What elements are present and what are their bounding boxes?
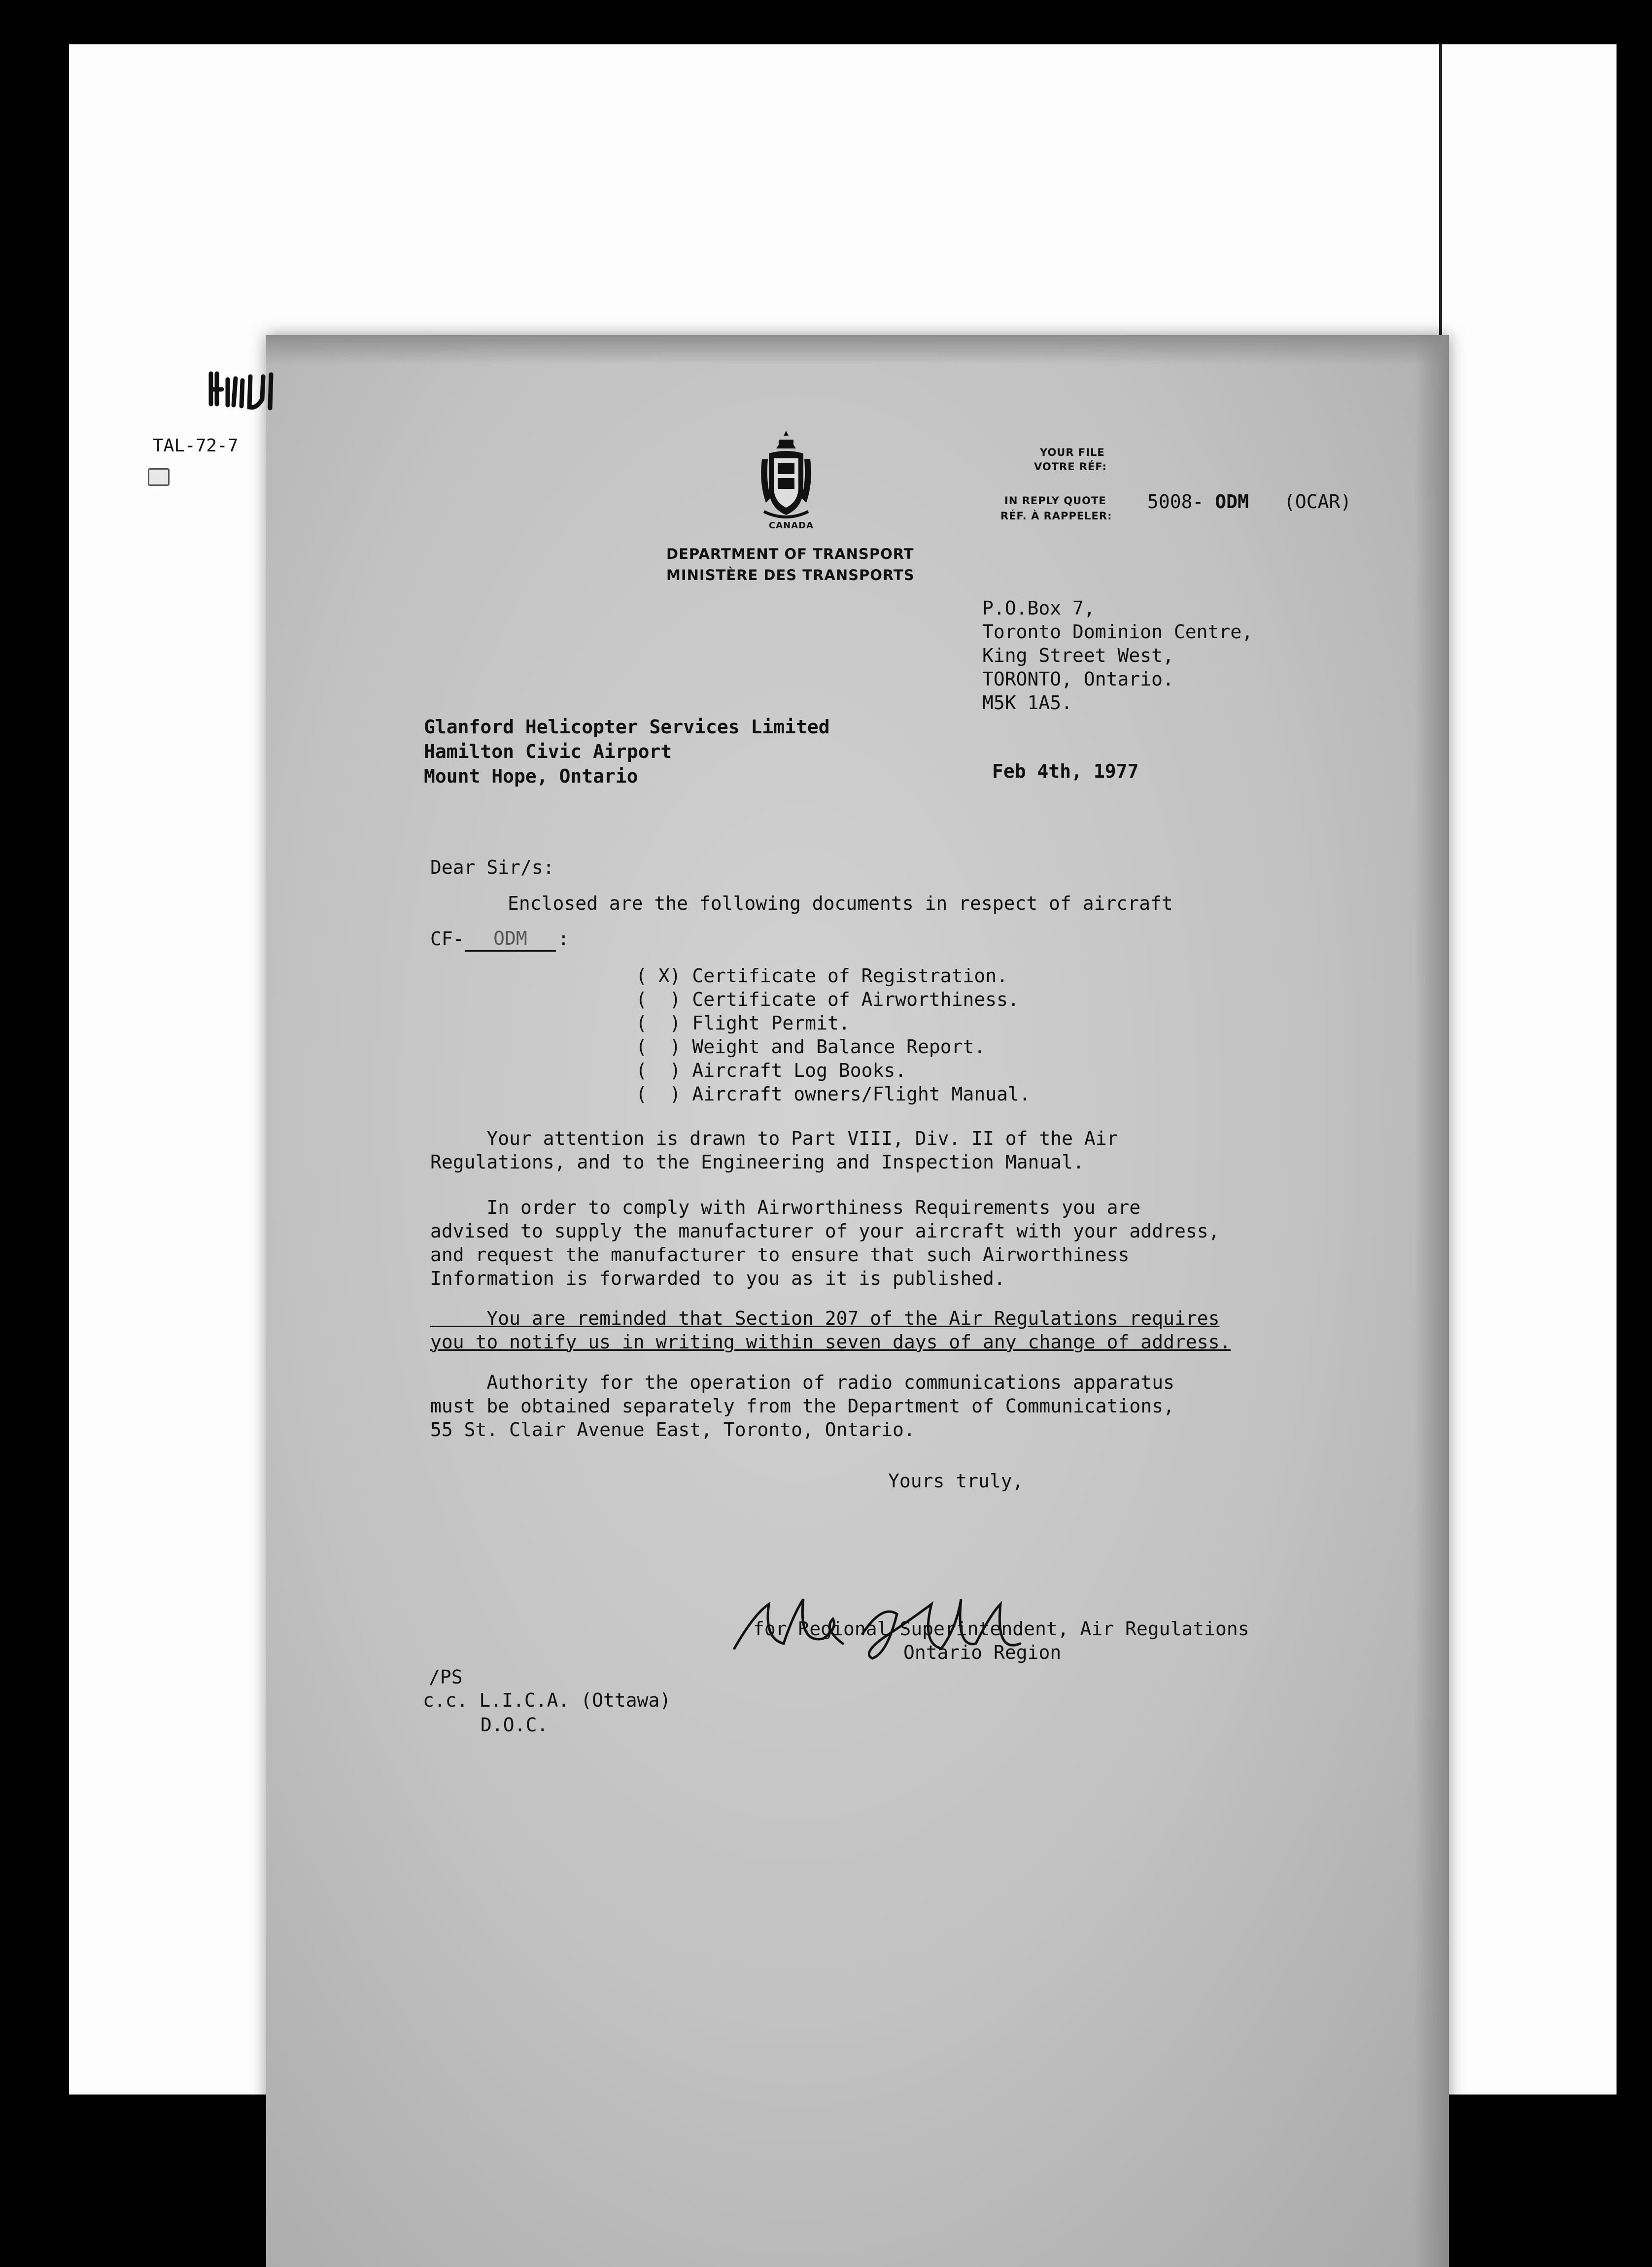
checklist-item — [636, 1034, 985, 1059]
checklist-item — [636, 1058, 906, 1083]
checklist-label: Weight and Balance Report. — [692, 1036, 986, 1058]
sender-address-line: P.O.Box 7, — [982, 597, 1095, 619]
your-file-label-en: YOUR FILE — [1040, 447, 1105, 458]
checklist-mark: ( ) — [636, 1060, 681, 1081]
reference-tag: TAL-72-7 — [153, 436, 239, 456]
checklist-item — [636, 1011, 850, 1035]
letter-date: Feb 4th, 1977 — [992, 760, 1139, 782]
checklist-label: Certificate of Registration. — [692, 965, 1008, 987]
recipient-line: Hamilton Civic Airport — [424, 741, 672, 762]
reference-number-value: 5008- — [1147, 491, 1204, 513]
attention-paragraph-line: Your attention is drawn to Part VIII, Div. II of the Air — [430, 1128, 1118, 1149]
typist-initials: /PS — [429, 1666, 463, 1688]
checklist-label: Flight Permit. — [692, 1012, 850, 1034]
reference-number — [1147, 489, 1249, 514]
comply-paragraph-line: In order to comply with Airworthiness Requirements you are — [430, 1197, 1141, 1218]
sheet-right-shadow — [1414, 335, 1449, 2267]
letterhead-country: CANADA — [769, 520, 814, 531]
paper-clip-mark — [148, 468, 170, 486]
coat-of-arms-icon — [759, 429, 813, 522]
reply-quote-label-fr: RÉF. À RAPPELER: — [1000, 510, 1112, 522]
signature-region: Ontario Region — [903, 1642, 1062, 1663]
checklist-label: Certificate of Airworthiness. — [692, 989, 1019, 1010]
handwritten-file-mark — [207, 370, 286, 414]
aircraft-prefix: CF- — [430, 928, 464, 950]
sender-address-line: Toronto Dominion Centre, — [982, 621, 1253, 643]
reference-suffix: ODM — [1215, 491, 1249, 513]
aircraft-colon: : — [558, 928, 569, 950]
reminder-paragraph-line: You are reminded that Section 207 of the Air Regulations requires — [430, 1307, 1220, 1329]
comply-paragraph-line: Information is forwarded to you as it is published. — [430, 1268, 1005, 1289]
salutation: Dear Sir/s: — [430, 857, 554, 878]
letterhead-dept-fr: MINISTÈRE DES TRANSPORTS — [666, 567, 915, 584]
checklist-mark: ( ) — [636, 1012, 681, 1034]
sheet-top-shadow — [266, 335, 1449, 365]
attention-paragraph-line: Regulations, and to the Engineering and Inspection Manual. — [430, 1151, 1084, 1173]
letterhead-dept-en: DEPARTMENT OF TRANSPORT — [666, 546, 914, 562]
radio-paragraph-line: 55 St. Clair Avenue East, Toronto, Ontario. — [430, 1419, 915, 1441]
comply-paragraph-line: and request the manufacturer to ensure that such Airworthiness — [430, 1244, 1130, 1266]
checklist-item — [636, 963, 1008, 988]
checklist-mark: ( ) — [636, 1036, 681, 1058]
signature-title: for Regional Superintendent, Air Regulations — [753, 1618, 1249, 1640]
cc-line: D.O.C. — [481, 1714, 549, 1736]
checklist-mark: ( ) — [636, 989, 681, 1010]
recipient-line: Mount Hope, Ontario — [424, 765, 638, 787]
checklist-mark: ( X) — [636, 965, 681, 987]
sender-address-line: King Street West, — [982, 645, 1174, 666]
radio-paragraph-line: Authority for the operation of radio communications apparatus — [430, 1372, 1174, 1393]
checklist-item — [636, 987, 1019, 1012]
cc-line: c.c. L.I.C.A. (Ottawa) — [423, 1689, 671, 1711]
recipient-line: Glanford Helicopter Services Limited — [424, 716, 830, 738]
reply-quote-label-en: IN REPLY QUOTE — [1004, 495, 1106, 507]
aircraft-registration: ODM — [465, 927, 556, 952]
intro-text: Enclosed are the following documents in respect of aircraft — [508, 893, 1173, 914]
checklist-label: Aircraft owners/Flight Manual. — [692, 1083, 1031, 1105]
reminder-paragraph-line: you to notify us in writing within seven days of any change of address. — [430, 1331, 1231, 1353]
sender-address-line: M5K 1A5. — [982, 692, 1073, 714]
closing: Yours truly, — [888, 1470, 1024, 1492]
your-file-label-fr: VOTRE RÉF: — [1034, 461, 1107, 473]
checklist-label: Aircraft Log Books. — [692, 1060, 907, 1081]
checklist-mark: ( ) — [636, 1083, 681, 1105]
comply-paragraph-line: advised to supply the manufacturer of your aircraft with your address, — [430, 1220, 1220, 1242]
letter-sheet — [266, 335, 1449, 2267]
reference-code: (OCAR) — [1284, 491, 1352, 513]
sender-address-line: TORONTO, Ontario. — [982, 668, 1174, 690]
radio-paragraph-line: must be obtained separately from the Department of Communications, — [430, 1395, 1174, 1417]
checklist-item — [636, 1082, 1031, 1106]
